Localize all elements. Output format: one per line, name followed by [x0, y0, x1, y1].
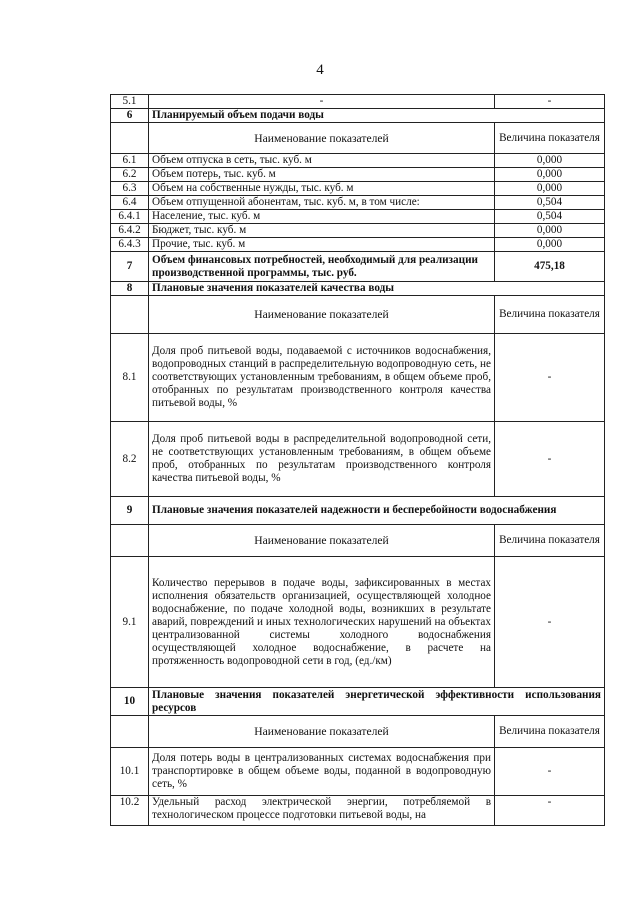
row-value: -: [495, 334, 605, 422]
row-name: Доля проб питьевой воды, подаваемой с источников водоснабжения, водопроводных станций в распределительную водопроводную сеть, не соответствующих установленным требованиям, в общем объеме проб, отобранных по результатам производственного контроля качества питьевой воды, %: [149, 334, 495, 422]
header-row: [111, 296, 605, 334]
table-row: [111, 422, 605, 497]
section-row: [111, 688, 605, 716]
header-value: Величина показателя: [495, 123, 605, 154]
row-name: Объем на собственные нужды, тыс. куб. м: [149, 182, 495, 196]
row-number: 6.3: [111, 182, 149, 196]
table-row: [111, 182, 605, 196]
header-row: [111, 716, 605, 748]
section-row: [111, 282, 605, 296]
section-row: [111, 252, 605, 282]
row-value: 0,000: [495, 238, 605, 252]
table-row: [111, 238, 605, 252]
section-value: 475,18: [495, 252, 605, 282]
section-title: Плановые значения показателей качества воды: [149, 282, 605, 296]
header-name: Наименование показателей: [149, 123, 495, 154]
row-name: Доля проб питьевой воды в распределительной водопроводной сети, не соответствующих установленным требованиям, в общем объеме проб, отобранных по результатам производственного контроля качества питьевой воды, %: [149, 422, 495, 497]
row-value: -: [495, 95, 605, 109]
row-value: 0,504: [495, 196, 605, 210]
row-name: Объем отпуска в сеть, тыс. куб. м: [149, 154, 495, 168]
table-row: [111, 796, 605, 826]
section-title: Плановые значения показателей надежности и бесперебойности водоснабжения: [149, 497, 605, 525]
row-name: Доля потерь воды в централизованных системах водоснабжения при транспортировке в общем объеме воды, поданной в водопроводную сеть, %: [149, 748, 495, 796]
document-table: [110, 94, 605, 826]
row-number: 5.1: [111, 95, 149, 109]
row-number: 6.1: [111, 154, 149, 168]
row-value: -: [495, 796, 605, 826]
table-row: [111, 210, 605, 224]
header-name: Наименование показателей: [149, 525, 495, 557]
section-row: [111, 497, 605, 525]
table-row: [111, 154, 605, 168]
row-name: Объем потерь, тыс. куб. м: [149, 168, 495, 182]
header-empty-cell: [111, 296, 149, 334]
table-row: [111, 334, 605, 422]
header-row: [111, 525, 605, 557]
row-name: Прочие, тыс. куб. м: [149, 238, 495, 252]
row-number: 6.4.2: [111, 224, 149, 238]
section-number: 8: [111, 282, 149, 296]
section-number: 10: [111, 688, 149, 716]
row-number: 8.1: [111, 334, 149, 422]
row-number: 10.2: [111, 796, 149, 826]
row-number: 6.4: [111, 196, 149, 210]
section-title: Планируемый объем подачи воды: [149, 109, 605, 123]
table-row: [111, 224, 605, 238]
row-number: 9.1: [111, 557, 149, 688]
row-name: Удельный расход электрической энергии, потребляемой в технологическом процессе подготовки питьевой воды, на: [149, 796, 495, 826]
row-name: -: [149, 95, 495, 109]
header-empty-cell: [111, 525, 149, 557]
row-name: Количество перерывов в подаче воды, зафиксированных в местах исполнения обязательств организацией, осуществляющей холодное водоснабжение, по подаче холодной воды, возникших в результате аварий, повреждений и иных технологических нарушений на объектах централизованной системы холодного водоснабжения осуществляющей холодное водоснабжение, в расчете на протяженность водопроводной сети в год, (ед./км): [149, 557, 495, 688]
section-title: Плановые значения показателей энергетической эффективности использования ресурсов: [149, 688, 605, 716]
row-value: -: [495, 748, 605, 796]
row-value: 0,000: [495, 154, 605, 168]
header-empty-cell: [111, 716, 149, 748]
header-empty-cell: [111, 123, 149, 154]
table-row: [111, 557, 605, 688]
section-title: Объем финансовых потребностей, необходимый для реализации производственной программы, тыс. руб.: [149, 252, 495, 282]
header-name: Наименование показателей: [149, 716, 495, 748]
row-value: 0,000: [495, 224, 605, 238]
section-row: [111, 109, 605, 123]
page-number: 4: [316, 62, 324, 78]
section-number: 6: [111, 109, 149, 123]
row-name: Бюджет, тыс. куб. м: [149, 224, 495, 238]
row-number: 6.2: [111, 168, 149, 182]
section-number: 7: [111, 252, 149, 282]
row-number: 10.1: [111, 748, 149, 796]
table-row: [111, 95, 605, 109]
row-value: 0,000: [495, 182, 605, 196]
row-name: Объем отпущенной абонентам, тыс. куб. м, в том числе:: [149, 196, 495, 210]
table-row: [111, 196, 605, 210]
row-value: 0,000: [495, 168, 605, 182]
table-row: [111, 168, 605, 182]
row-number: 8.2: [111, 422, 149, 497]
row-value: -: [495, 557, 605, 688]
table-row: [111, 748, 605, 796]
header-value: Величина показателя: [495, 716, 605, 748]
section-number: 9: [111, 497, 149, 525]
row-name: Население, тыс. куб. м: [149, 210, 495, 224]
row-value: -: [495, 422, 605, 497]
header-value: Величина показателя: [495, 525, 605, 557]
header-name: Наименование показателей: [149, 296, 495, 334]
row-number: 6.4.3: [111, 238, 149, 252]
row-number: 6.4.1: [111, 210, 149, 224]
row-value: 0,504: [495, 210, 605, 224]
header-row: [111, 123, 605, 154]
header-value: Величина показателя: [495, 296, 605, 334]
